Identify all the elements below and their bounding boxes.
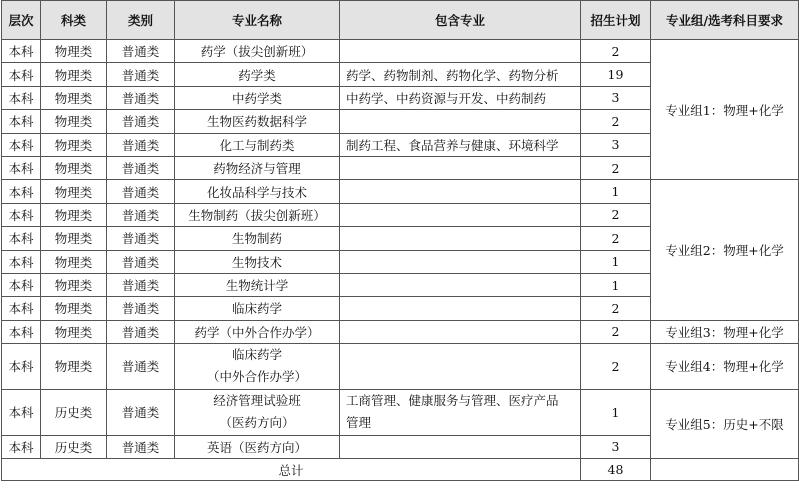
cell-level: 本科 [2, 156, 41, 179]
cell-subject: 物理类 [41, 156, 107, 179]
cell-category: 普通类 [107, 227, 175, 250]
cell-subject: 物理类 [41, 250, 107, 273]
cell-includes [340, 320, 581, 343]
cell-major-name [175, 389, 340, 435]
cell-plan: 2 [581, 40, 651, 63]
cell-major-name: 药物经济与管理 [175, 156, 340, 179]
cell-level: 本科 [2, 320, 41, 343]
cell-plan: 1 [581, 180, 651, 203]
cell-subject: 物理类 [41, 273, 107, 296]
table-row [2, 320, 799, 343]
cell-subject: 物理类 [41, 180, 107, 203]
header-category: 类别 [107, 1, 175, 40]
includes-line: 管理 [346, 415, 372, 431]
major-name-line: （医药方向） [219, 415, 295, 431]
cell-plan: 3 [581, 86, 651, 109]
cell-plan: 3 [581, 133, 651, 156]
cell-level: 本科 [2, 63, 41, 86]
cell-category: 普通类 [107, 320, 175, 343]
total-empty-cell [651, 459, 799, 481]
cell-subject: 物理类 [41, 133, 107, 156]
cell-category: 普通类 [107, 180, 175, 203]
header-subject: 科类 [41, 1, 107, 40]
header-row [2, 1, 799, 40]
cell-major-name: 化妆品科学与技术 [175, 180, 340, 203]
cell-group-3: 专业组3：物理+化学 [651, 320, 799, 343]
cell-plan: 3 [581, 435, 651, 458]
cell-major-name: 药学（拔尖创新班） [175, 40, 340, 63]
cell-level: 本科 [2, 273, 41, 296]
cell-plan: 1 [581, 273, 651, 296]
major-name-line: 经济管理试验班 [213, 393, 301, 409]
cell-category: 普通类 [107, 344, 175, 390]
header-level: 层次 [2, 1, 41, 40]
cell-subject: 历史类 [41, 435, 107, 458]
major-name-line: （中外合作办学） [206, 369, 307, 385]
cell-level: 本科 [2, 389, 41, 435]
cell-includes: 中药学、中药资源与开发、中药制药 [340, 86, 581, 109]
cell-level: 本科 [2, 133, 41, 156]
cell-subject: 历史类 [41, 389, 107, 435]
cell-level: 本科 [2, 227, 41, 250]
includes-line: 工商管理、健康服务与管理、医疗产品 [346, 393, 559, 409]
cell-category: 普通类 [107, 133, 175, 156]
cell-major-name [175, 344, 340, 390]
header-group-requirement: 专业组/选考科目要求 [651, 1, 799, 40]
cell-plan: 2 [581, 203, 651, 226]
cell-includes [340, 203, 581, 226]
cell-level: 本科 [2, 180, 41, 203]
cell-subject: 物理类 [41, 297, 107, 320]
cell-category: 普通类 [107, 435, 175, 458]
cell-category: 普通类 [107, 110, 175, 133]
cell-plan: 2 [581, 297, 651, 320]
cell-plan: 2 [581, 110, 651, 133]
cell-category: 普通类 [107, 389, 175, 435]
cell-subject: 物理类 [41, 40, 107, 63]
cell-category: 普通类 [107, 273, 175, 296]
cell-level: 本科 [2, 203, 41, 226]
cell-level: 本科 [2, 86, 41, 109]
enrollment-table [1, 0, 799, 481]
cell-plan: 2 [581, 320, 651, 343]
cell-group-4: 专业组4：物理+化学 [651, 344, 799, 390]
total-row [2, 459, 799, 481]
cell-group-5: 专业组5：历史+不限 [651, 389, 799, 458]
cell-major-name: 生物制药（拔尖创新班） [175, 203, 340, 226]
table-row [2, 180, 799, 203]
cell-major-name: 生物技术 [175, 250, 340, 273]
cell-group-2: 专业组2：物理+化学 [651, 180, 799, 320]
cell-includes [340, 435, 581, 458]
cell-group-1: 专业组1：物理+化学 [651, 40, 799, 180]
table-row [2, 344, 799, 390]
header-major-name: 专业名称 [175, 1, 340, 40]
cell-subject: 物理类 [41, 110, 107, 133]
cell-includes [340, 180, 581, 203]
cell-major-name: 生物医药数据科学 [175, 110, 340, 133]
cell-major-name: 化工与制药类 [175, 133, 340, 156]
cell-plan: 19 [581, 63, 651, 86]
cell-category: 普通类 [107, 203, 175, 226]
total-value: 48 [581, 459, 651, 481]
cell-major-name: 生物统计学 [175, 273, 340, 296]
cell-plan: 2 [581, 156, 651, 179]
cell-includes [340, 227, 581, 250]
cell-subject: 物理类 [41, 203, 107, 226]
cell-plan: 1 [581, 250, 651, 273]
cell-subject: 物理类 [41, 86, 107, 109]
table-row [2, 40, 799, 63]
cell-level: 本科 [2, 40, 41, 63]
cell-category: 普通类 [107, 156, 175, 179]
major-name-line: 临床药学 [231, 347, 282, 363]
cell-level: 本科 [2, 250, 41, 273]
cell-includes [340, 156, 581, 179]
cell-level: 本科 [2, 297, 41, 320]
cell-includes [340, 40, 581, 63]
cell-includes [340, 389, 581, 435]
cell-includes [340, 297, 581, 320]
cell-category: 普通类 [107, 63, 175, 86]
header-included-majors: 包含专业 [340, 1, 581, 40]
cell-includes [340, 273, 581, 296]
cell-level: 本科 [2, 110, 41, 133]
cell-subject: 物理类 [41, 344, 107, 390]
cell-major-name: 药学类 [175, 63, 340, 86]
cell-includes [340, 250, 581, 273]
cell-subject: 物理类 [41, 227, 107, 250]
cell-category: 普通类 [107, 297, 175, 320]
cell-major-name: 英语（医药方向） [175, 435, 340, 458]
cell-subject: 物理类 [41, 320, 107, 343]
table-row [2, 389, 799, 435]
cell-level: 本科 [2, 435, 41, 458]
cell-level: 本科 [2, 344, 41, 390]
cell-category: 普通类 [107, 86, 175, 109]
cell-category: 普通类 [107, 40, 175, 63]
header-plan: 招生计划 [581, 1, 651, 40]
cell-includes [340, 344, 581, 390]
cell-category: 普通类 [107, 250, 175, 273]
cell-subject: 物理类 [41, 63, 107, 86]
cell-major-name: 生物制药 [175, 227, 340, 250]
cell-plan: 2 [581, 344, 651, 390]
cell-major-name: 中药学类 [175, 86, 340, 109]
cell-plan: 1 [581, 389, 651, 435]
cell-includes: 制药工程、食品营养与健康、环境科学 [340, 133, 581, 156]
total-label: 总计 [2, 459, 581, 481]
cell-major-name: 药学（中外合作办学） [175, 320, 340, 343]
cell-major-name: 临床药学 [175, 297, 340, 320]
cell-plan: 2 [581, 227, 651, 250]
cell-includes: 药学、药物制剂、药物化学、药物分析 [340, 63, 581, 86]
cell-includes [340, 110, 581, 133]
